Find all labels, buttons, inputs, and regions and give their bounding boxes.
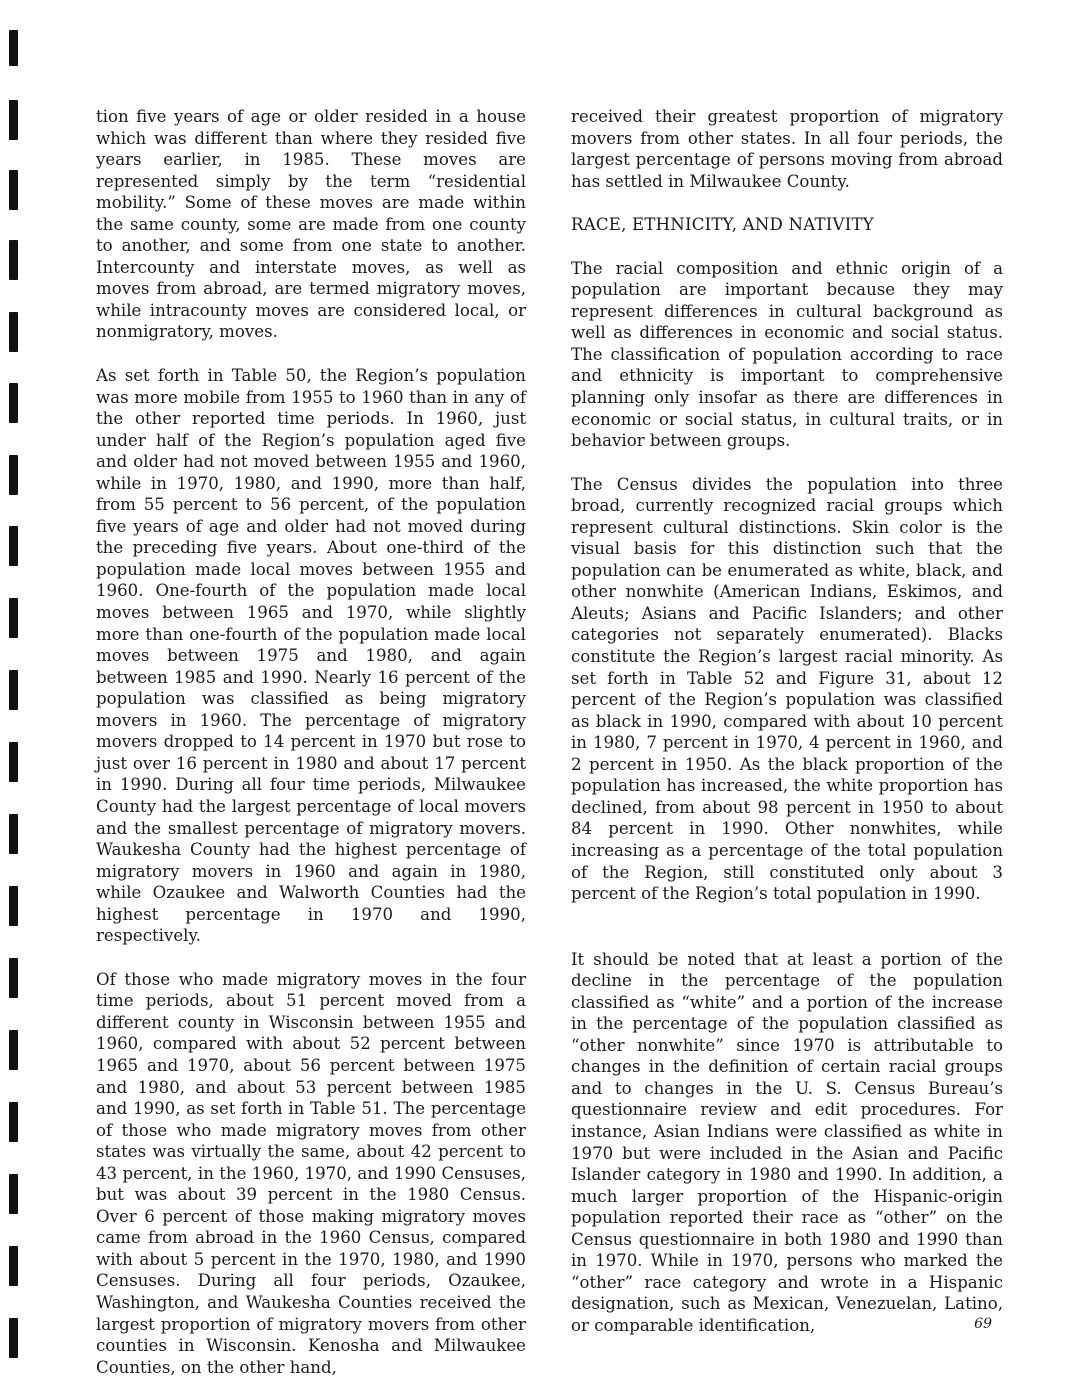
- binding-hole: [9, 240, 18, 280]
- binding-hole: [9, 100, 18, 140]
- paragraph: It should be noted that at least a portion of the decline in the percentage of the population classified as “white” and a portion of the increase in the percentage of the population classified as “other nonwhite” since 1970 is attributable to changes in the definition of certain racial groups and to changes in the U. S. Census Bureau’s questionnaire review and edit procedures. For instance, Asian Indians were classified as white in 1970 but were included in the Asian and Pacific Islander category in 1980 and 1990. In addition, a much larger proportion of the Hispanic-origin population reported their race as “other” on the Census questionnaire in both 1980 and 1990 than in 1970. While in 1970, persons who marked the “other” race category and wrote in a Hispanic designation, such as Mexican, Venezuelan, Latino, or comparable identification,: [571, 949, 1003, 1335]
- binding-hole: [9, 312, 18, 352]
- binding-hole: [9, 1318, 18, 1358]
- paragraph: The racial composition and ethnic origin of a population are important because they may represent differences in cultural background as well as differences in economic and social status. The classification of population according to race and ethnicity is important to comprehensive planning only insofar as there are differences in economic or social status, in cultural traits, or in behavior between groups.: [571, 258, 1003, 451]
- paragraph: As set forth in Table 50, the Region’s population was more mobile from 1955 to 1960 than in any of the other reported time periods. In 1960, just under half of the Region’s population aged five and older had not moved between 1955 and 1960, while in 1970, 1980, and 1990, more than half, from 55 percent to 56 percent, of the population five years of age and older had not moved during the preceding five years. About one-third of the population made local moves between 1955 and 1960. One-fourth of the population made local moves between 1965 and 1970, while slightly more than one-fourth of the population made local moves between 1975 and 1980, and again between 1985 and 1990. Nearly 16 percent of the population was classified as being migratory movers in 1960. The percentage of migratory movers dropped to 14 percent in 1970 but rose to just over 16 percent in 1980 and about 17 percent in 1990. During all four time periods, Milwaukee County had the largest percentage of local movers and the smallest percentage of migratory movers. Waukesha County had the highest percentage of migratory movers in 1960 and again in 1980, while Ozaukee and Walworth Counties had the highest percentage in 1970 and 1990, respectively.: [96, 366, 526, 946]
- binding-hole: [9, 383, 18, 423]
- binding-hole: [9, 455, 18, 495]
- binding-hole: [9, 30, 18, 66]
- paragraph: received their greatest proportion of migratory movers from other states. In all four periods, the largest percentage of persons moving from abroad has settled in Milwaukee County.: [571, 107, 1003, 191]
- binding-hole: [9, 814, 18, 854]
- binding-hole: [9, 598, 18, 638]
- binding-hole: [9, 1102, 18, 1142]
- right-column: [571, 106, 1003, 1358]
- binding-hole: [9, 1174, 18, 1214]
- binding-hole: [9, 670, 18, 710]
- section-heading: RACE, ETHNICITY, AND NATIVITY: [571, 215, 874, 235]
- binding-hole: [9, 526, 18, 566]
- binding-hole: [9, 742, 18, 782]
- binding-hole: [9, 958, 18, 998]
- binding-hole: [9, 1246, 18, 1286]
- binding-hole: [9, 886, 18, 926]
- binding-hole: [9, 1030, 18, 1070]
- paragraph: The Census divides the population into three broad, currently recognized racial groups which represent cultural distinctions. Skin color is the visual basis for this distinction such that the population can be enumerated as white, black, and other nonwhite (American Indians, Eskimos, and Aleuts; Asians and Pacific Islanders; and other categories not separately enumerated). Blacks constitute the Region’s largest racial minority. As set forth in Table 52 and Figure 31, about 12 percent of the Region’s population was classified as black in 1990, compared with about 10 percent in 1980, 7 percent in 1970, 4 percent in 1960, and 2 percent in 1950. As the black proportion of the population has increased, the white proportion has declined, from about 98 percent in 1950 to about 84 percent in 1990. Other nonwhites, while increasing as a percentage of the total population of the Region, still constituted only about 3 percent of the Region’s total population in 1990.: [571, 474, 1003, 904]
- binding-holes: [0, 0, 30, 1380]
- left-column: [96, 106, 526, 1400]
- binding-hole: [9, 170, 18, 210]
- page-number: 69: [974, 1316, 992, 1332]
- paragraph: tion five years of age or older resided in a house which was different than where they resided five years earlier, in 1985. These moves are represented simply by the term “residential mobility.” Some of these moves are made within the same county, some are made from one county to another, and some from one state to another. Intercounty and interstate moves, as well as moves from abroad, are termed migratory moves, while intracounty moves are considered local, or nonmigratory, moves.: [96, 107, 526, 342]
- paragraph: Of those who made migratory moves in the four time periods, about 51 percent moved from a different county in Wisconsin between 1955 and 1960, compared with about 52 percent between 1965 and 1970, about 56 percent between 1975 and 1980, and about 53 percent between 1985 and 1990, as set forth in Table 51. The percentage of those who made migratory moves from other states was virtually the same, about 42 percent to 43 percent, in the 1960, 1970, and 1990 Censuses, but was about 39 percent in the 1980 Census. Over 6 percent of those making migratory moves came from abroad in the 1960 Census, compared with about 5 percent in the 1970, 1980, and 1990 Censuses. During all four periods, Ozaukee, Washington, and Waukesha Counties received the largest proportion of migratory movers from other counties in Wisconsin. Kenosha and Milwaukee Counties, on the other hand,: [96, 969, 526, 1377]
